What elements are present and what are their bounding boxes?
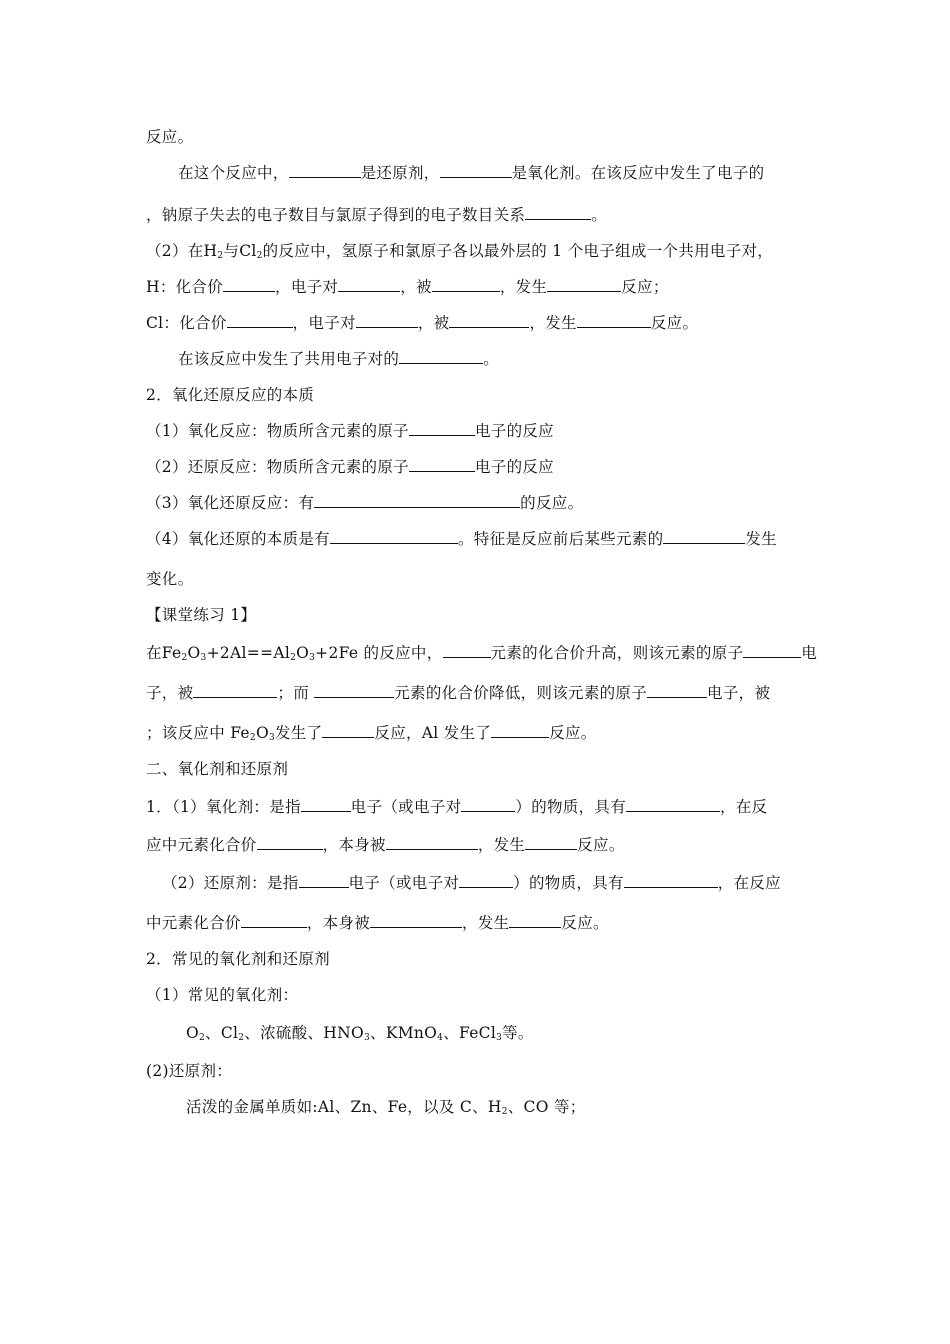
text-run: ，钠原子失去的电子数目与氯原子得到的电子数目关系 (146, 206, 526, 224)
subscript: 3 (200, 653, 207, 663)
text-run: 电子（或电子对 (350, 798, 462, 816)
subscript: 3 (309, 653, 316, 663)
text-line (146, 456, 554, 478)
text-run: O (296, 644, 310, 662)
text-run: 的反应中，氢原子和氯原子各以最外层的 1 个电子组成一个共用电子对， (262, 242, 774, 260)
fill-in-blank[interactable] (547, 277, 621, 292)
text-run: 反应，Al 发生了 (374, 724, 492, 742)
fill-in-blank[interactable] (338, 277, 400, 292)
text-run: ，发生 (477, 836, 526, 854)
subscript: 2 (238, 1033, 245, 1043)
fill-in-blank[interactable] (409, 421, 475, 436)
text-run: 。 (591, 206, 608, 224)
text-run: 反应。 (577, 836, 625, 854)
fill-in-blank[interactable] (432, 277, 500, 292)
text-line (146, 276, 669, 298)
text-run: （1）常见的氧化剂： (146, 986, 299, 1004)
fill-in-blank[interactable] (626, 797, 720, 812)
text-run: 在Fe (146, 644, 182, 662)
text-run: 、浓硫酸、HNO (244, 1024, 364, 1042)
text-run: 。 (483, 350, 500, 368)
text-run: 与Cl (223, 242, 257, 260)
text-line (146, 568, 193, 590)
text-run: H：化合价 (146, 278, 224, 296)
text-run: 反应。 (650, 314, 699, 332)
text-run: ，被 (400, 278, 432, 296)
fill-in-blank[interactable] (223, 277, 275, 292)
text-run: （1）氧化反应：物质所含元素的原子 (146, 422, 409, 440)
text-line (146, 240, 773, 262)
text-run: 二、氧化剂和还原剂 (146, 760, 289, 778)
text-run: 元素的化合价升高，则该元素的原子 (490, 644, 744, 662)
text-line (186, 1096, 586, 1118)
text-run: 、KMnO (370, 1024, 438, 1042)
text-run: 子，被 (146, 684, 194, 702)
exercise-heading (146, 604, 256, 626)
section-heading (146, 384, 314, 406)
text-run: +2Fe 的反应中， (315, 644, 443, 662)
text-line (186, 1022, 534, 1044)
subscript: 3 (268, 733, 275, 743)
subscript: 3 (496, 1033, 503, 1043)
text-run: ，在反应 (717, 874, 781, 892)
fill-in-blank[interactable] (370, 913, 462, 928)
text-run: 、CO 等； (507, 1098, 586, 1116)
text-line (146, 682, 770, 704)
text-run: 反应； (621, 278, 669, 296)
text-run: （2）在H (146, 242, 218, 260)
subscript: 2 (181, 653, 188, 663)
text-run: 发生 (745, 530, 777, 548)
text-run: 中元素化合价 (146, 914, 241, 932)
fill-in-blank[interactable] (663, 529, 745, 544)
text-line (146, 204, 607, 226)
text-line (162, 872, 781, 894)
fill-in-blank[interactable] (301, 797, 351, 812)
subscript: 2 (501, 1107, 508, 1117)
text-run: 2．氧化还原反应的本质 (146, 386, 315, 404)
text-run: 电 (801, 644, 818, 662)
text-line (146, 984, 298, 1006)
text-run: 反应。 (146, 128, 194, 146)
text-line (146, 420, 554, 442)
fill-in-blank[interactable] (399, 349, 483, 364)
fill-in-blank[interactable] (241, 913, 307, 928)
fill-in-blank[interactable] (314, 493, 520, 508)
section-heading (146, 948, 330, 970)
text-run: Cl：化合价 (146, 314, 227, 332)
text-run: 电子的反应 (474, 422, 554, 440)
text-run: ；该反应中 Fe (146, 724, 250, 742)
fill-in-blank[interactable] (443, 643, 491, 658)
fill-in-blank[interactable] (525, 835, 577, 850)
text-run: 发生了 (275, 724, 323, 742)
text-run: +2Al==Al (206, 644, 291, 662)
text-run: 电子的反应 (474, 458, 554, 476)
subscript: 2 (199, 1033, 206, 1043)
fill-in-blank[interactable] (743, 643, 801, 658)
text-line (146, 1060, 232, 1082)
subscript: 2 (249, 733, 256, 743)
text-run: 反应。 (561, 914, 609, 932)
text-line (146, 312, 698, 334)
fill-in-blank[interactable] (257, 835, 323, 850)
text-line (146, 642, 817, 664)
text-run: 、Cl (205, 1024, 239, 1042)
fill-in-blank[interactable] (386, 835, 478, 850)
fill-in-blank[interactable] (193, 683, 277, 698)
fill-in-blank[interactable] (647, 683, 707, 698)
text-run: 反应。 (549, 724, 597, 742)
text-run: 电子，被 (707, 684, 771, 702)
text-run: （3）氧化还原反应：有 (146, 494, 315, 512)
fill-in-blank[interactable] (440, 163, 512, 178)
text-line (146, 912, 609, 934)
text-run: 1．（1）氧化剂：是指 (146, 798, 301, 816)
subscript: 2 (217, 251, 224, 261)
text-run: O (255, 724, 269, 742)
text-line (146, 126, 193, 148)
text-run: 变化。 (146, 570, 194, 588)
text-run: ）的物质，具有 (515, 798, 626, 816)
fill-in-blank[interactable] (624, 873, 718, 888)
section-heading (146, 758, 288, 780)
text-run: ，在反 (720, 798, 768, 816)
text-run: ，被 (417, 314, 450, 332)
subscript: 2 (290, 653, 297, 663)
fill-in-blank[interactable] (461, 797, 515, 812)
fill-in-blank[interactable] (356, 313, 418, 328)
subscript: 4 (437, 1033, 444, 1043)
text-run: 2．常见的氧化剂和还原剂 (146, 950, 330, 968)
fill-in-blank[interactable] (409, 457, 475, 472)
text-run: 、FeCl (443, 1024, 497, 1042)
text-run: 【课堂练习 1】 (146, 606, 257, 624)
fill-in-blank[interactable] (491, 723, 549, 738)
text-run: ，发生 (529, 314, 577, 332)
text-run: (2)还原剂： (146, 1062, 233, 1080)
text-run: ，本身被 (306, 914, 371, 932)
fill-in-blank[interactable] (322, 723, 374, 738)
text-run: （2）还原剂：是指 (162, 874, 299, 892)
fill-in-blank[interactable] (289, 163, 361, 178)
text-line (146, 722, 597, 744)
text-run: ，发生 (462, 914, 510, 932)
text-run: 活泼的金属单质如:Al、Zn、Fe，以及 C、H (186, 1098, 502, 1116)
text-run: ，发生 (499, 278, 548, 296)
text-run: ，电子对 (292, 314, 356, 332)
text-run: 在该反应中发生了共用电子对的 (178, 350, 400, 368)
text-run: 是还原剂， (360, 164, 440, 182)
text-run: ，本身被 (322, 836, 386, 854)
text-run: O (186, 1024, 200, 1042)
text-run: ；而 (277, 684, 315, 702)
fill-in-blank[interactable] (449, 313, 529, 328)
text-line (178, 162, 764, 184)
fill-in-blank[interactable] (459, 873, 513, 888)
fill-in-blank[interactable] (525, 205, 591, 220)
fill-in-blank[interactable] (299, 873, 349, 888)
fill-in-blank[interactable] (509, 913, 561, 928)
text-run: （2）还原反应：物质所含元素的原子 (146, 458, 409, 476)
text-run: （4）氧化还原的本质是有 (146, 530, 330, 548)
text-run: ）的物质，具有 (513, 874, 624, 892)
fill-in-blank[interactable] (330, 529, 458, 544)
text-line (146, 834, 625, 856)
text-line (146, 796, 767, 818)
text-run: 等。 (502, 1024, 534, 1042)
text-line (146, 528, 777, 550)
subscript: 2 (256, 251, 263, 261)
text-line (178, 348, 499, 370)
text-run: 电子（或电子对 (348, 874, 460, 892)
text-run: 。特征是反应前后某些元素的 (457, 530, 664, 548)
text-run: 元素的化合价降低，则该元素的原子 (394, 684, 648, 702)
text-run: 是氧化剂。在该反应中发生了电子的 (511, 164, 765, 182)
text-run: 在这个反应中， (178, 164, 289, 182)
text-line (146, 492, 583, 514)
text-run: ，电子对 (275, 278, 339, 296)
fill-in-blank[interactable] (314, 683, 394, 698)
text-run: 的反应。 (520, 494, 584, 512)
text-run: 应中元素化合价 (146, 836, 257, 854)
text-run: O (187, 644, 201, 662)
fill-in-blank[interactable] (227, 313, 293, 328)
subscript: 3 (363, 1033, 371, 1043)
fill-in-blank[interactable] (577, 313, 651, 328)
